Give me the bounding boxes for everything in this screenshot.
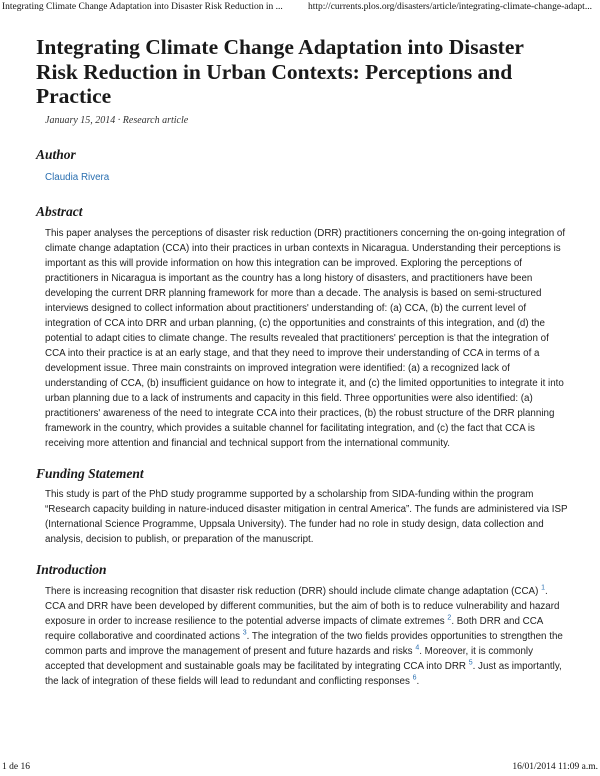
citation-link[interactable]: 1 — [541, 584, 545, 592]
print-header-title: Integrating Climate Change Adaptation into Disaster Risk Reduction in ... — [2, 2, 283, 12]
funding-heading: Funding Statement — [36, 465, 144, 481]
introduction-heading: Introduction — [36, 561, 107, 577]
citation-link[interactable]: 6 — [412, 674, 417, 682]
article-title: Integrating Climate Change Adaptation into Disaster Risk Reduction in Urban Contexts: Perceptions and Practice — [36, 35, 524, 108]
author-heading: Author — [36, 146, 76, 162]
funding-text: This study is part of the PhD study programme supported by a scholarship from SIDA-funding within the program “Research capacity building in nature-induced disaster mitigation in central America”. The funds are administered via ISP (International Science Programme, Uppsala University). The funder had no role in study design, data collection and analysis, decision to publish, or preparation of the manuscript. — [45, 488, 568, 545]
print-header-url: http://currents.plos.org/disasters/article/integrating-climate-change-adapt... — [308, 2, 592, 12]
article — [36, 35, 568, 689]
author-link[interactable]: Claudia Rivera — [45, 171, 110, 183]
print-timestamp: 16/01/2014 11:09 a.m. — [512, 762, 598, 772]
citation-link[interactable]: 2 — [447, 614, 452, 622]
abstract-text: This paper analyses the perceptions of disaster risk reduction (DRR) practitioners concerning the on-going integration of climate change adaptation (CCA) into their practices in urban contexts in Nicaragua. Understanding their perceptions is important as this will provide information on how this integration can be improved. Exploring the perceptions of practitioners in Nicaragua is important as the country has a long history of disasters, and practitioners have been developing the current DRR planning framework for more than a decade. The analysis is based on semi-structured interviews designed to collect information about practitioners' understanding of: (a) CCA, (b) the current level of integration of CCA into DRR and urban planning, (c) the opportunities and constraints of this integration, and (d) the potential to adapt cities to climate change. The results revealed that practitioners' perception is that the integration of CCA into their practice is at an early stage, and that they need to improve their understanding of CCA in terms of a development issue. Three main constraints on improved integration were identified: (a) a recognized lack of understanding of CCA, (b) insufficient guidance on how to integrate it, and (c) the limited opportunities to integrate it into urban planning due to a lack of instruments and capacity in this field. Three opportunities were also identified: (a) practitioners' awareness of the need to integrate CCA into their practices, (b) the robust structure of the DRR planning framework in the country, which provides a suitable channel for facilitating integration, and (c) the fact that CCA is receiving more attention and financial and technical support from the international community. — [45, 227, 566, 449]
abstract-heading: Abstract — [36, 203, 83, 219]
print-footer — [2, 762, 598, 774]
print-header — [2, 2, 598, 14]
citation-link[interactable]: 5 — [468, 659, 473, 667]
citation-link[interactable]: 3 — [242, 629, 247, 637]
article-meta: January 15, 2014 · Research article — [45, 114, 189, 126]
page-number: 1 de 16 — [2, 762, 30, 772]
citation-link[interactable]: 4 — [415, 644, 420, 652]
introduction-text: There is increasing recognition that disaster risk reduction (DRR) should include climate change adaptation (CCA) $^1$. CCA and DRR have been developed by different communities, but the aim of both is to reduce vulnerability and hazard exposure in order to increase resilience to the potential adverse impacts of climate extremes $^2$. Both DRR and CCA require collaborative and coordinated actions $^3$. The integration of the two fields provides opportunities to strengthen the common parts and improve the management of present and future hazards and risks $^4$. Moreover, it is commonly accepted that development and sustainable goals may be facilitated by integrating CCA into DRR $^5$. Just as importantly, the lack of integration of these fields will lead to redundant and conflicting responses $^6$. — [45, 584, 563, 687]
